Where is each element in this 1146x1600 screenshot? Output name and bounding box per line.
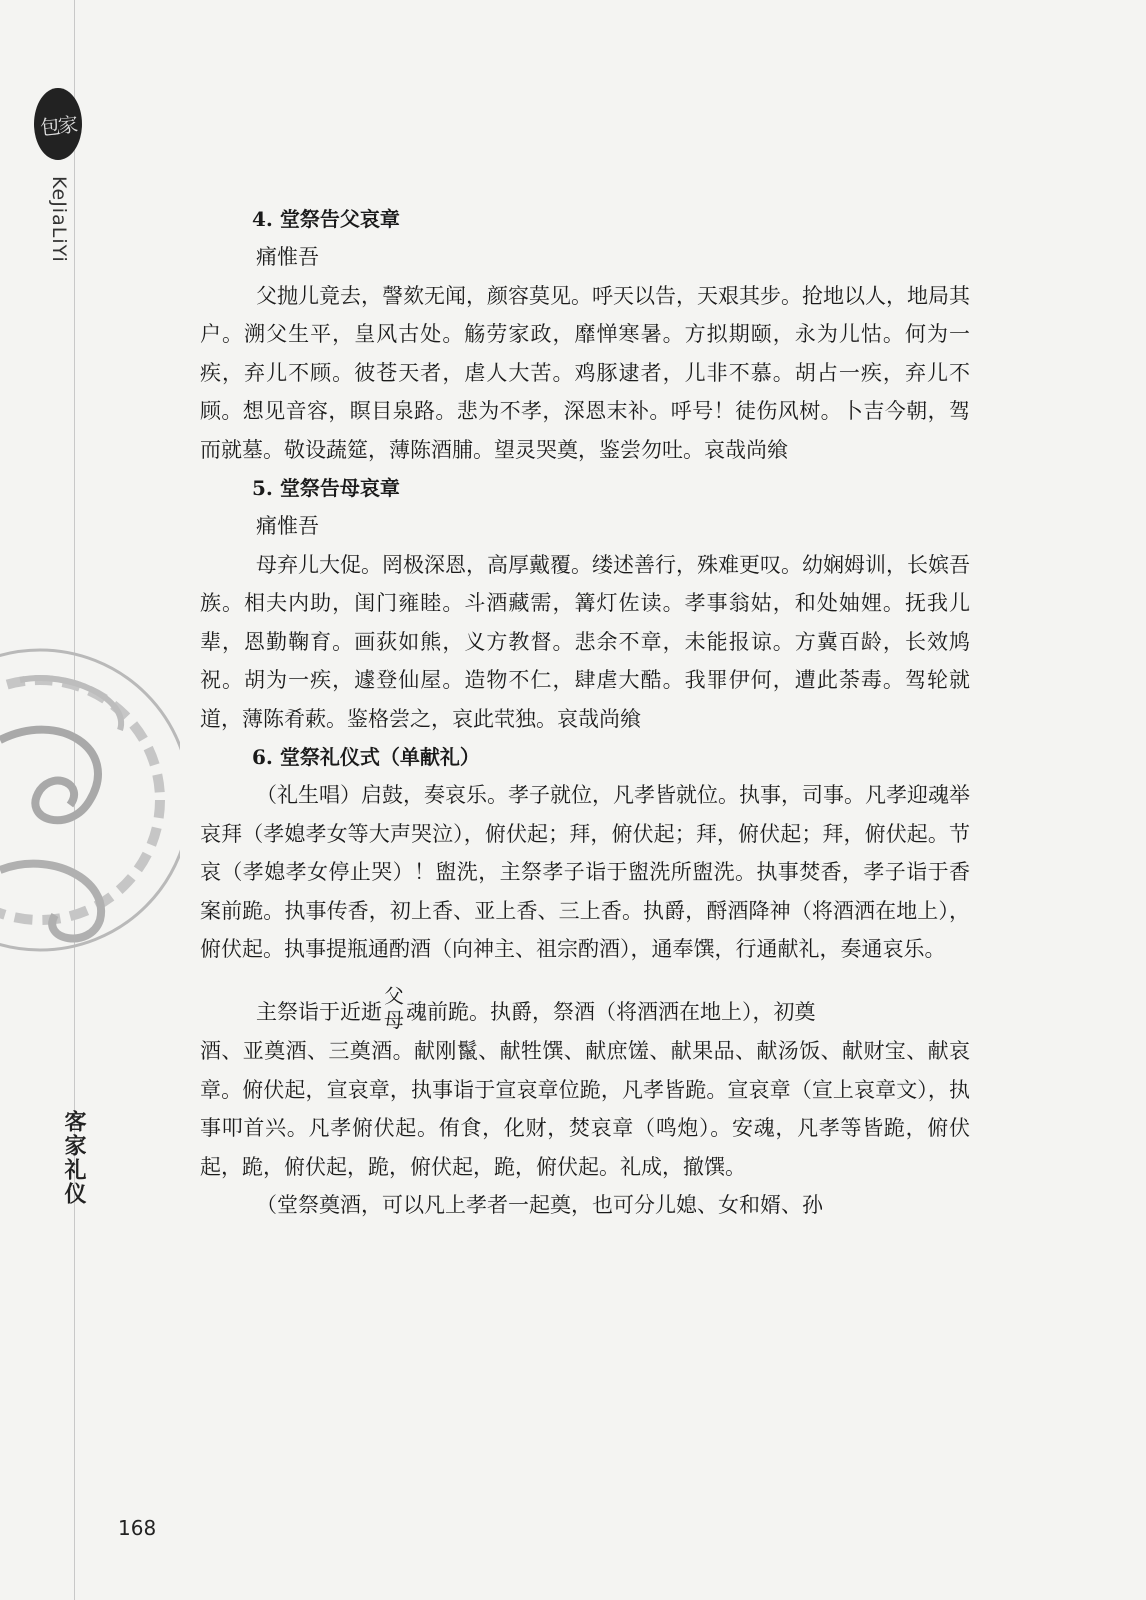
page-number: 168: [118, 1516, 157, 1540]
seal-logo: [34, 88, 82, 160]
body-paragraph: 酒、亚奠酒、三奠酒。献刚鬣、献牲馔、献庶馐、献果品、献汤饭、献财宝、献哀章。俯伏起，宣哀章，执事诣于宣哀章位跪，凡孝皆跪。宣哀章（宣上哀章文），执事叩首兴。凡孝俯伏起。侑食，化财，焚哀章（鸣炮）。安魂，凡孝等皆跪，俯伏起，跪，俯伏起，跪，俯伏起，跪，俯伏起。礼成，撤馔。: [200, 1039, 970, 1179]
salutation: 痛惟吾: [256, 514, 319, 538]
section-heading: 4. 堂祭告父哀章: [252, 207, 400, 231]
chapter-label: 客家礼仪: [61, 1110, 86, 1206]
seal-text: 包家: [39, 111, 78, 140]
cloud-ornament-icon: [0, 620, 180, 980]
choice-upper: 父: [384, 984, 404, 1008]
body-paragraph: （礼生唱）启鼓，奏哀乐。孝子就位，凡孝皆就位。执事，司事。凡孝迎魂举哀拜（孝媳孝女等大声哭泣），俯伏起；拜，俯伏起；拜，俯伏起；拜，俯伏起。节哀（孝媳孝女停止哭）！盥洗，主祭孝子诣于盥洗所盥洗。执事焚香，孝子诣于香案前跪。执事传香，初上香、亚上香、三上香。执爵，酹酒降神（将酒洒在地上），俯伏起。执事提瓶通酌酒（向神主、祖宗酌酒），通奉馔，行通献礼，奏通哀乐。: [200, 783, 970, 961]
body-paragraph: 母弃儿大促。罔极深恩，高厚戴覆。缕述善行，殊难更叹。幼娴姆训，长嫔吾族。相夫内助，闺门雍睦。斗酒藏需，篝灯佐读。孝事翁姑，和处妯娌。抚我儿辈，恩勤鞠育。画荻如熊，义方教督。悲余不章，未能报谅。方冀百龄，长效鸠祝。胡为一疾，遽登仙屋。造物不仁，肆虐大酷。我罪伊何，遭此荼毒。驾轮就道，薄陈肴蔌。鉴格尝之，哀此茕独。哀哉尚飨: [200, 552, 970, 731]
series-title: KeJiaLiYi: [48, 176, 70, 263]
ceremony-suffix: 魂前跪。执爵，祭酒（将酒洒在地上），初奠: [406, 999, 816, 1024]
ceremony-prefix: 主祭诣于近逝: [256, 999, 382, 1024]
salutation: 痛惟吾: [256, 245, 319, 269]
section-heading: 6. 堂祭礼仪式（单献礼）: [252, 745, 480, 769]
ceremony-line: [200, 984, 970, 1033]
choice-lower: 母: [384, 1008, 404, 1032]
body-paragraph: 父抛儿竟去，謦欬无闻，颜容莫见。呼天以告，天艰其步。抢地以人，地局其户。溯父生平，皇风古处。觞劳家政，靡惮寒暑。方拟期颐，永为儿怙。何为一疾，弃儿不顾。彼苍天者，虐人大苦。鸡豚逮者，儿非不慕。胡占一疾，弃儿不顾。想见音容，瞑目泉路。悲为不孝，深恩末补。呼号！徒伤风树。卜吉今朝，驾而就墓。敬设蔬筵，薄陈酒脯。望灵哭奠，鉴尝勿吐。哀哉尚飨: [200, 283, 970, 462]
main-text: [200, 200, 970, 1225]
parent-choice: [384, 984, 404, 1032]
closing-paragraph: （堂祭奠酒，可以凡上孝者一起奠，也可分儿媳、女和婿、孙: [256, 1193, 823, 1217]
section-heading: 5. 堂祭告母哀章: [252, 476, 400, 500]
